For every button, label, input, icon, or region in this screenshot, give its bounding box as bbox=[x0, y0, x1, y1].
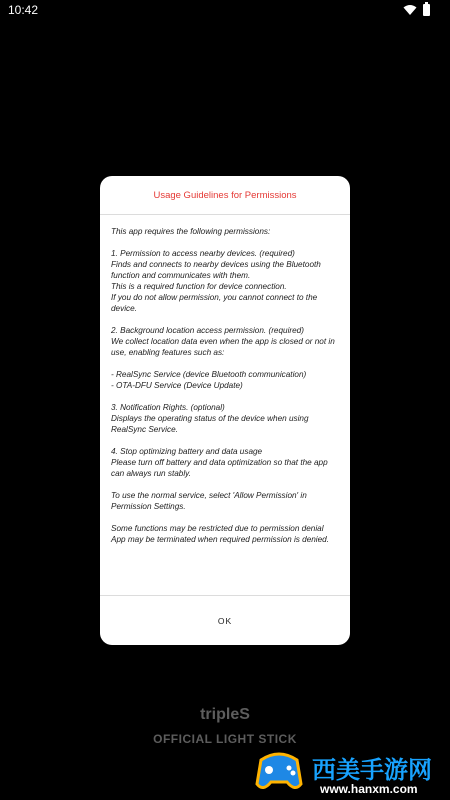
permission-paragraph: - RealSync Service (device Bluetooth communication) - OTA-DFU Service (Device Update) bbox=[111, 370, 307, 390]
permission-paragraph: 3. Notification Rights. (optional) Displays the operating status of the device when using RealSync Service. bbox=[111, 403, 309, 434]
dialog-body[interactable] bbox=[100, 215, 350, 595]
status-time: 10:42 bbox=[8, 3, 39, 17]
battery-icon bbox=[423, 4, 430, 16]
watermark-text: 西美手游网 bbox=[312, 757, 432, 784]
watermark bbox=[250, 744, 450, 800]
permission-paragraph: Some functions may be restricted due to permission denial App may be terminated when required permission is denied. bbox=[111, 524, 329, 544]
permission-paragraph: 1. Permission to access nearby devices. (required) Finds and connects to nearby devices using the Bluetooth function and communicates with them. This is a required function for device connection. If you do not allow permission, you cannot connect to the device. bbox=[111, 249, 321, 313]
brand-title: tripleS bbox=[200, 706, 250, 723]
status-icons bbox=[403, 4, 430, 16]
dialog-title: Usage Guidelines for Permissions bbox=[153, 189, 297, 201]
permission-paragraph: 4. Stop optimizing battery and data usage Please turn off battery and data optimization so that the app can always run stably. bbox=[111, 447, 328, 478]
status-bar bbox=[0, 0, 450, 20]
watermark-url: www.hanxm.com bbox=[320, 782, 418, 796]
permission-paragraph: This app requires the following permissions: bbox=[111, 227, 271, 236]
permission-paragraph: 2. Background location access permission. (required) We collect location data even when the app is closed or not in use, enabling features such as: bbox=[111, 326, 335, 357]
ok-button[interactable]: OK bbox=[217, 616, 233, 626]
permission-paragraph: To use the normal service, select 'Allow Permission' in Permission Settings. bbox=[111, 491, 307, 511]
gamepad-icon bbox=[255, 750, 303, 792]
wifi-icon bbox=[403, 4, 417, 16]
permission-dialog bbox=[100, 176, 350, 645]
dialog-footer bbox=[100, 596, 350, 645]
brand-subtitle: OFFICIAL LIGHT STICK bbox=[153, 732, 297, 746]
